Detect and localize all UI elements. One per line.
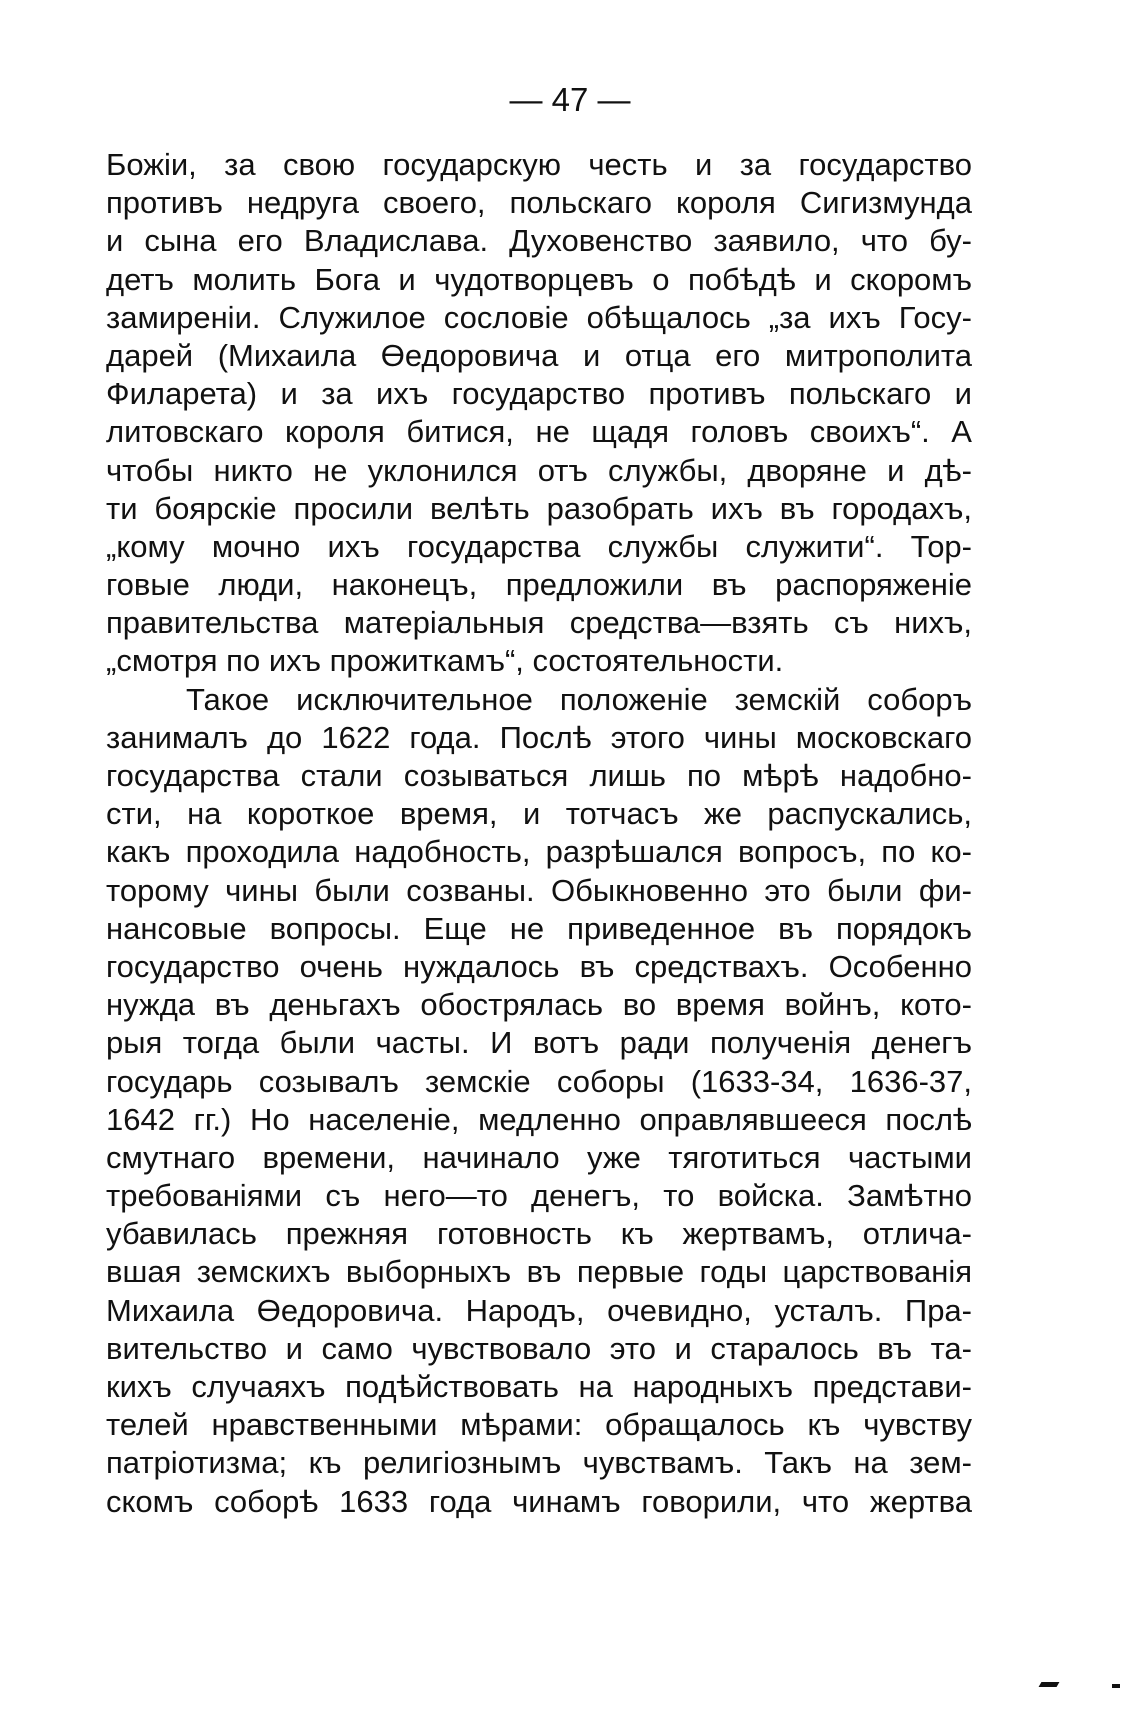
text-line: скомъ соборѣ 1633 года чинамъ говорили, что жертва xyxy=(106,1483,972,1519)
text-line: противъ недруга своего, польскаго короля Сигизмунда xyxy=(106,185,972,221)
text-line: убавилась прежняя готовность къ жертвамъ, отлича- xyxy=(106,1216,972,1252)
text-line: торому чины были созваны. Обыкновенно это были фи- xyxy=(106,872,972,908)
text-line: и сына его Владислава. Духовенство заявило, что бу- xyxy=(106,223,972,259)
text-line: Божіи, за свою государскую честь и за государство xyxy=(106,147,972,182)
text-line: телей нравственными мѣрами: обращалось къ чувству xyxy=(106,1407,972,1443)
text-line: требованіями съ него—то денегъ, то войска. Замѣтно xyxy=(106,1178,972,1214)
text-line: „смотря по ихъ прожиткамъ“, состоятельности. xyxy=(106,643,784,679)
scan-mark xyxy=(1039,1682,1060,1687)
text-line: смутнаго времени, начинало уже тяготиться частыми xyxy=(106,1139,972,1175)
text-line: какъ проходила надобность, разрѣшался вопросъ, по ко- xyxy=(106,834,972,870)
text-line: говые люди, наконецъ, предложили въ распоряженіе xyxy=(106,567,972,603)
text-line: Такое исключительное положеніе земскій соборъ xyxy=(186,681,972,717)
text-line: вительство и само чувствовало это и старалось въ та- xyxy=(106,1330,972,1366)
text-line: государь созывалъ земскіе соборы (1633-34, 1636-37, xyxy=(106,1063,972,1099)
text-line: Филарета) и за ихъ государство противъ польскаго и xyxy=(106,376,972,412)
text-line: Михаила Өедоровича. Народъ, очевидно, усталъ. Пра- xyxy=(106,1292,972,1328)
text-line: нужда въ деньгахъ обострялась во время войнъ, кото- xyxy=(106,987,972,1023)
text-line: правительства матеріальныя средства—взять съ нихъ, xyxy=(106,605,972,641)
text-line: кихъ случаяхъ подѣйствовать на народныхъ представи- xyxy=(106,1369,972,1404)
text-line: государства стали созываться лишь по мѣрѣ надобно- xyxy=(106,758,972,793)
text-line: „кому мочно ихъ государства службы служити“. Тор- xyxy=(106,528,972,564)
text-line: нансовые вопросы. Еще не приведенное въ порядокъ xyxy=(106,910,972,946)
text-line: рыя тогда были часты. И вотъ ради полученія денегъ xyxy=(106,1025,972,1061)
page-number: — 47 — xyxy=(509,81,631,118)
text-line: дарей (Михаила Өедоровича и отца его митрополита xyxy=(106,337,972,373)
scan-mark xyxy=(1112,1684,1120,1688)
text-line: вшая земскихъ выборныхъ въ первые годы царствованія xyxy=(106,1254,972,1290)
text-line: государство очень нуждалось въ средствахъ. Особенно xyxy=(106,948,972,984)
text-line: патріотизма; къ религіознымъ чувствамъ. Такъ на зем- xyxy=(106,1445,972,1481)
text-line: литовскаго короля битися, не щадя головъ своихъ“. А xyxy=(106,414,972,450)
page-text xyxy=(106,146,972,1521)
text-line: ти боярскіе просили велѣть разобрать ихъ въ городахъ, xyxy=(106,490,972,526)
text-line: сти, на короткое время, и тотчасъ же распускались, xyxy=(106,796,972,832)
text-line: 1642 гг.) Но населеніе, медленно оправлявшееся послѣ xyxy=(106,1101,972,1137)
text-line: замиреніи. Служилое сословіе обѣщалось „за ихъ Госу- xyxy=(106,299,972,335)
text-line: занималъ до 1622 года. Послѣ этого чины московскаго xyxy=(106,719,972,755)
text-line: чтобы никто не уклонился отъ службы, дворяне и дѣ- xyxy=(106,452,972,488)
text-line: детъ молить Бога и чудотворцевъ о побѣдѣ и скоромъ xyxy=(106,261,972,297)
